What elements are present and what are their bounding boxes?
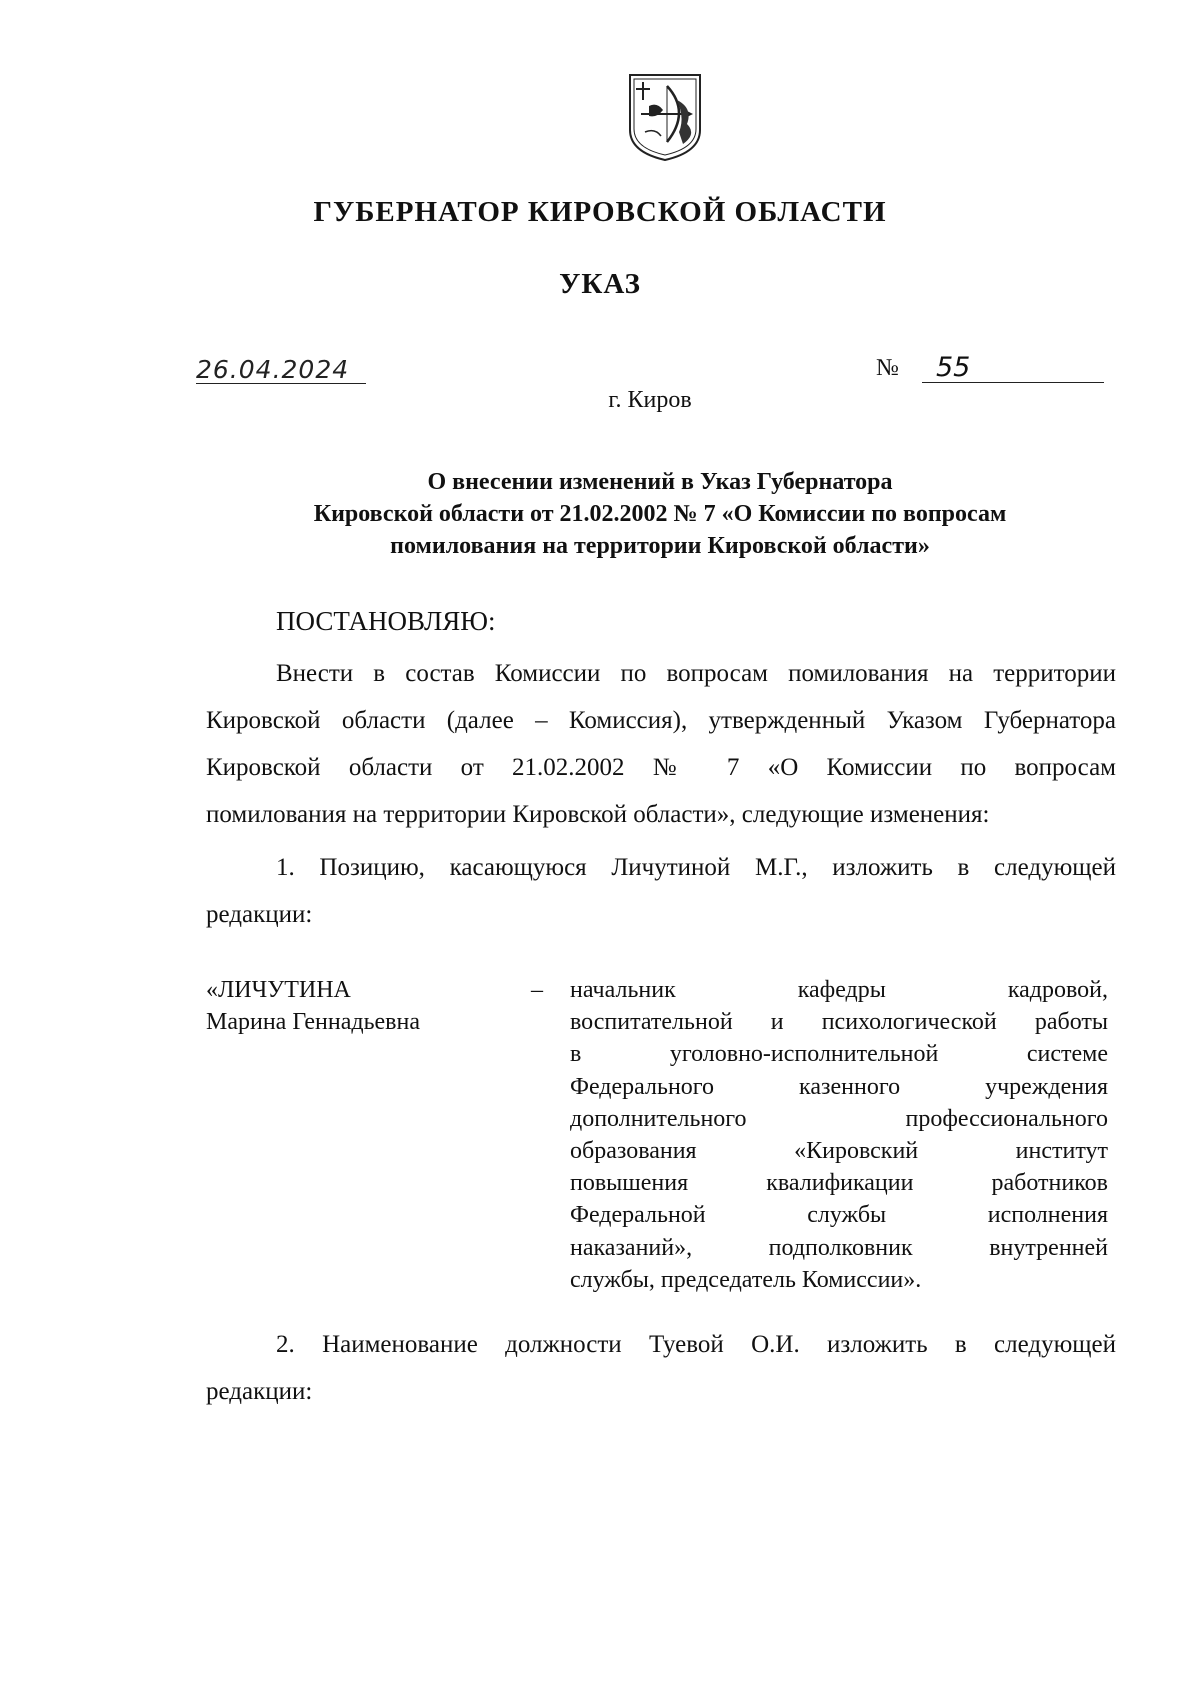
position-line: Федерального казенного учреждения xyxy=(570,1073,1108,1100)
paragraph-line: Внести в состав Комиссии по вопросам помилования на территории xyxy=(276,660,1116,687)
person-position xyxy=(570,974,1108,1296)
document-title xyxy=(200,466,1120,562)
title-line: помилования на территории Кировской области» xyxy=(390,533,930,559)
paragraph-line: 1. Позицию, касающуюся Личутиной М.Г., изложить в следующей xyxy=(276,854,1116,881)
position-line: дополнительного профессионального xyxy=(570,1105,1108,1132)
item-1-paragraph xyxy=(206,844,1116,938)
position-line: воспитательной и психологической работы xyxy=(570,1009,1108,1036)
position-line: повышения квалификации работников xyxy=(570,1170,1108,1197)
title-line: О внесении изменений в Указ Губернатора xyxy=(427,469,893,495)
title-line: Кировской области от 21.02.2002 № 7 «О Комиссии по вопросам xyxy=(313,501,1007,527)
paragraph-line: редакции: xyxy=(206,1378,313,1405)
decree-word: ПОСТАНОВЛЯЮ: xyxy=(276,606,496,636)
position-line: службы, председатель Комиссии». xyxy=(570,1266,922,1293)
document-type-heading: УКАЗ xyxy=(559,268,641,300)
paragraph-line: помилования на территории Кировской области», следующие изменения: xyxy=(206,801,990,828)
position-line: Федеральной службы исполнения xyxy=(570,1202,1108,1229)
position-line: в уголовно-исполнительной системе xyxy=(570,1041,1108,1068)
position-line: образования «Кировский институт xyxy=(570,1137,1108,1164)
authority-heading: ГУБЕРНАТОР КИРОВСКОЙ ОБЛАСТИ xyxy=(313,196,887,228)
person-dash: – xyxy=(531,977,543,1003)
document-date: 26.04.2024 xyxy=(196,357,366,384)
person-surname: «ЛИЧУТИНА xyxy=(206,977,351,1003)
number-label: № xyxy=(876,355,899,381)
position-line: начальник кафедры кадровой, xyxy=(570,977,1108,1003)
person-name xyxy=(206,974,420,1038)
paragraph-line: Кировской области от 21.02.2002 № 7 «О Комиссии по вопросам xyxy=(206,754,1116,781)
document-number: 55 xyxy=(922,354,1104,383)
position-line: наказаний», подполковник внутренней xyxy=(570,1234,1108,1261)
item-2-paragraph xyxy=(206,1321,1116,1415)
city-label: г. Киров xyxy=(608,387,692,413)
person-given-name: Марина Геннадьевна xyxy=(206,1009,421,1035)
intro-paragraph xyxy=(206,650,1116,838)
paragraph-line: редакции: xyxy=(206,901,313,928)
kirov-coat-of-arms-icon xyxy=(627,72,703,162)
paragraph-line: 2. Наименование должности Туевой О.И. изложить в следующей xyxy=(276,1331,1116,1358)
paragraph-line: Кировской области (далее – Комиссия), утвержденный Указом Губернатора xyxy=(206,707,1116,734)
